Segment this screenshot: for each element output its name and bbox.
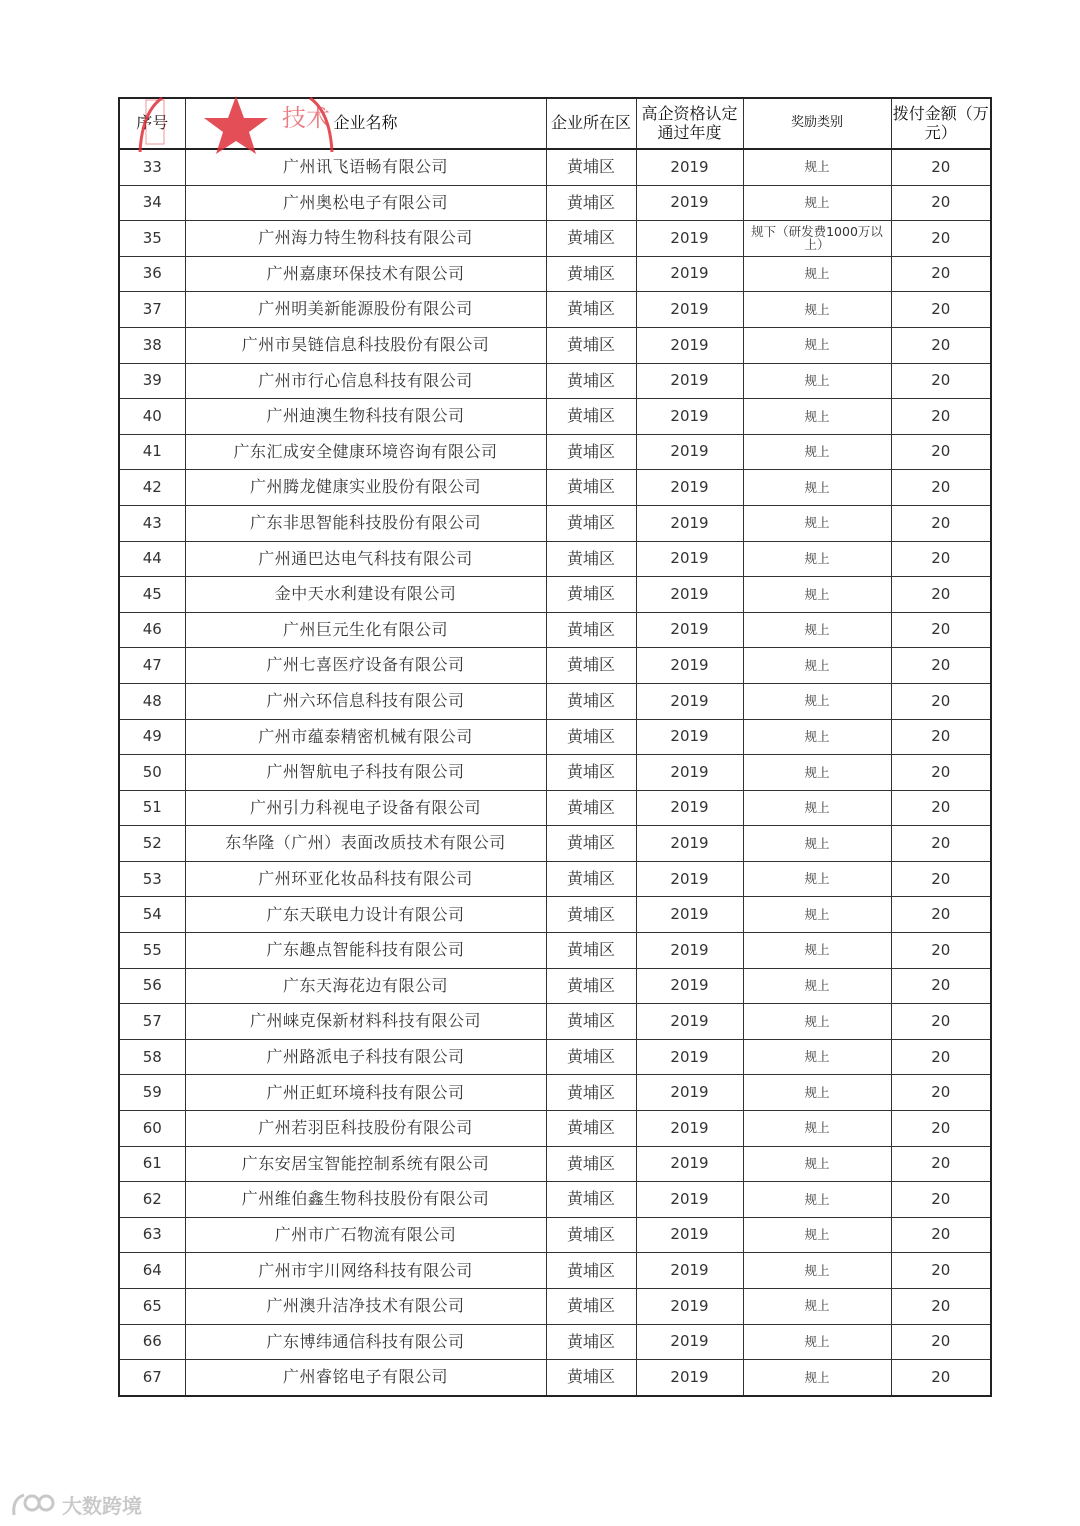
cell-year: 2019 <box>636 1324 743 1360</box>
cell-amount: 20 <box>891 256 991 292</box>
cell-year: 2019 <box>636 719 743 755</box>
cell-award-category: 规上 <box>743 541 891 577</box>
cell-company-name: 广东博纬通信科技有限公司 <box>185 1324 546 1360</box>
cell-amount: 20 <box>891 1004 991 1040</box>
watermark-text: 大数跨境 <box>62 1494 142 1518</box>
cell-company-name: 广东趣点智能科技有限公司 <box>185 933 546 969</box>
table-row <box>119 648 991 684</box>
cell-award-category: 规上 <box>743 434 891 470</box>
cell-seq: 54 <box>119 897 185 933</box>
table-row <box>119 1146 991 1182</box>
cell-district: 黄埔区 <box>546 968 636 1004</box>
cell-seq: 64 <box>119 1253 185 1289</box>
cell-seq: 63 <box>119 1217 185 1253</box>
cell-year: 2019 <box>636 933 743 969</box>
table-row <box>119 755 991 791</box>
cell-award-category: 规上 <box>743 648 891 684</box>
cell-seq: 61 <box>119 1146 185 1182</box>
cell-district: 黄埔区 <box>546 790 636 826</box>
cell-company-name: 广州六环信息科技有限公司 <box>185 683 546 719</box>
cell-district: 黄埔区 <box>546 861 636 897</box>
cell-district: 黄埔区 <box>546 470 636 506</box>
cell-year: 2019 <box>636 1360 743 1396</box>
cell-amount: 20 <box>891 399 991 435</box>
table-row <box>119 826 991 862</box>
cell-amount: 20 <box>891 577 991 613</box>
seal-glyphs: 技术 <box>282 104 330 132</box>
cell-district: 黄埔区 <box>546 1360 636 1396</box>
cell-district: 黄埔区 <box>546 221 636 257</box>
cell-award-category: 规上 <box>743 968 891 1004</box>
cell-company-name: 广东安居宝智能控制系统有限公司 <box>185 1146 546 1182</box>
cell-company-name: 广州奥松电子有限公司 <box>185 185 546 221</box>
cell-year: 2019 <box>636 790 743 826</box>
cell-amount: 20 <box>891 505 991 541</box>
cell-award-category: 规上 <box>743 363 891 399</box>
cell-seq: 56 <box>119 968 185 1004</box>
cell-amount: 20 <box>891 648 991 684</box>
table-row <box>119 612 991 648</box>
cell-seq: 52 <box>119 826 185 862</box>
cell-award-category: 规上 <box>743 826 891 862</box>
cell-seq: 36 <box>119 256 185 292</box>
cell-district: 黄埔区 <box>546 1075 636 1111</box>
cell-year: 2019 <box>636 505 743 541</box>
cell-year: 2019 <box>636 1182 743 1218</box>
cell-seq: 60 <box>119 1111 185 1147</box>
cell-district: 黄埔区 <box>546 577 636 613</box>
cell-year: 2019 <box>636 1004 743 1040</box>
cell-amount: 20 <box>891 1253 991 1289</box>
cell-award-category: 规上 <box>743 1111 891 1147</box>
cell-seq: 53 <box>119 861 185 897</box>
table-row <box>119 541 991 577</box>
cell-seq: 58 <box>119 1039 185 1075</box>
cell-amount: 20 <box>891 790 991 826</box>
cell-amount: 20 <box>891 755 991 791</box>
cell-amount: 20 <box>891 292 991 328</box>
cell-award-category: 规上 <box>743 1039 891 1075</box>
cell-seq: 55 <box>119 933 185 969</box>
table-row <box>119 790 991 826</box>
watermark <box>10 1490 142 1519</box>
cell-amount: 20 <box>891 1360 991 1396</box>
table-row <box>119 292 991 328</box>
table-row <box>119 1075 991 1111</box>
cell-company-name: 广州引力科视电子设备有限公司 <box>185 790 546 826</box>
cell-company-name: 广东天海花边有限公司 <box>185 968 546 1004</box>
table-row <box>119 861 991 897</box>
cell-year: 2019 <box>636 968 743 1004</box>
header-award-category: 奖励类别 <box>743 98 891 149</box>
cell-company-name: 广州睿铭电子有限公司 <box>185 1360 546 1396</box>
cell-district: 黄埔区 <box>546 1289 636 1325</box>
cell-company-name: 广州正虹环境科技有限公司 <box>185 1075 546 1111</box>
cell-year: 2019 <box>636 577 743 613</box>
cell-seq: 41 <box>119 434 185 470</box>
cell-company-name: 广东天联电力设计有限公司 <box>185 897 546 933</box>
table-row <box>119 399 991 435</box>
cell-award-category: 规上 <box>743 933 891 969</box>
cell-award-category: 规上 <box>743 1324 891 1360</box>
cell-year: 2019 <box>636 1289 743 1325</box>
cell-amount: 20 <box>891 149 991 185</box>
cell-district: 黄埔区 <box>546 933 636 969</box>
cell-seq: 66 <box>119 1324 185 1360</box>
cell-amount: 20 <box>891 470 991 506</box>
table-row <box>119 1324 991 1360</box>
cell-seq: 49 <box>119 719 185 755</box>
table-row <box>119 933 991 969</box>
cell-amount: 20 <box>891 363 991 399</box>
cell-award-category: 规上 <box>743 399 891 435</box>
table-row <box>119 1217 991 1253</box>
cell-company-name: 广州明美新能源股份有限公司 <box>185 292 546 328</box>
cell-amount: 20 <box>891 1075 991 1111</box>
cell-award-category: 规上 <box>743 897 891 933</box>
cell-year: 2019 <box>636 470 743 506</box>
cell-seq: 33 <box>119 149 185 185</box>
cell-seq: 38 <box>119 327 185 363</box>
table-row <box>119 1182 991 1218</box>
cell-award-category: 规上 <box>743 683 891 719</box>
cell-company-name: 广东汇成安全健康环境咨询有限公司 <box>185 434 546 470</box>
cell-amount: 20 <box>891 1324 991 1360</box>
cell-amount: 20 <box>891 185 991 221</box>
cell-seq: 67 <box>119 1360 185 1396</box>
cell-company-name: 广州市蕴泰精密机械有限公司 <box>185 719 546 755</box>
cell-amount: 20 <box>891 1111 991 1147</box>
cell-district: 黄埔区 <box>546 755 636 791</box>
cell-company-name: 广州迪澳生物科技有限公司 <box>185 399 546 435</box>
cell-year: 2019 <box>636 683 743 719</box>
header-seq: 序号 <box>119 98 185 149</box>
cell-year: 2019 <box>636 256 743 292</box>
cell-award-category: 规上 <box>743 577 891 613</box>
cell-district: 黄埔区 <box>546 434 636 470</box>
cell-seq: 37 <box>119 292 185 328</box>
cell-amount: 20 <box>891 221 991 257</box>
cell-company-name: 广州崃克保新材料科技有限公司 <box>185 1004 546 1040</box>
cell-award-category: 规上 <box>743 292 891 328</box>
header-company-name: 企业名称 <box>185 98 546 149</box>
cell-seq: 65 <box>119 1289 185 1325</box>
cell-award-category: 规上 <box>743 1075 891 1111</box>
cell-award-category: 规上 <box>743 470 891 506</box>
cell-district: 黄埔区 <box>546 1004 636 1040</box>
cell-year: 2019 <box>636 327 743 363</box>
table-body <box>119 149 991 1396</box>
cell-award-category: 规上 <box>743 256 891 292</box>
cell-year: 2019 <box>636 399 743 435</box>
cell-award-category: 规上 <box>743 861 891 897</box>
cell-amount: 20 <box>891 1182 991 1218</box>
award-table-sheet <box>118 97 990 1397</box>
cell-award-category: 规上 <box>743 1289 891 1325</box>
cell-district: 黄埔区 <box>546 1182 636 1218</box>
cell-year: 2019 <box>636 541 743 577</box>
cell-year: 2019 <box>636 826 743 862</box>
cell-award-category: 规上 <box>743 755 891 791</box>
cell-amount: 20 <box>891 861 991 897</box>
cell-company-name: 广州维伯鑫生物科技股份有限公司 <box>185 1182 546 1218</box>
cell-award-category: 规上 <box>743 1004 891 1040</box>
cell-company-name: 金中天水利建设有限公司 <box>185 577 546 613</box>
cell-award-category: 规上 <box>743 505 891 541</box>
table-row <box>119 1253 991 1289</box>
cell-district: 黄埔区 <box>546 648 636 684</box>
cell-year: 2019 <box>636 292 743 328</box>
table-row <box>119 470 991 506</box>
cell-amount: 20 <box>891 968 991 1004</box>
cell-company-name: 广州海力特生物科技有限公司 <box>185 221 546 257</box>
header-year: 高企资格认定通过年度 <box>636 98 743 149</box>
cell-district: 黄埔区 <box>546 292 636 328</box>
cell-seq: 40 <box>119 399 185 435</box>
cell-year: 2019 <box>636 1075 743 1111</box>
cell-seq: 35 <box>119 221 185 257</box>
cell-amount: 20 <box>891 897 991 933</box>
cell-award-category: 规上 <box>743 149 891 185</box>
cell-district: 黄埔区 <box>546 1253 636 1289</box>
cell-amount: 20 <box>891 327 991 363</box>
cell-amount: 20 <box>891 1289 991 1325</box>
cell-award-category: 规上 <box>743 1253 891 1289</box>
cell-district: 黄埔区 <box>546 1324 636 1360</box>
cell-year: 2019 <box>636 149 743 185</box>
cell-district: 黄埔区 <box>546 1146 636 1182</box>
cell-company-name: 广州市行心信息科技有限公司 <box>185 363 546 399</box>
cell-year: 2019 <box>636 648 743 684</box>
cell-district: 黄埔区 <box>546 1217 636 1253</box>
table-row <box>119 1111 991 1147</box>
cell-district: 黄埔区 <box>546 399 636 435</box>
cell-award-category: 规上 <box>743 185 891 221</box>
cell-year: 2019 <box>636 1146 743 1182</box>
cell-award-category: 规上 <box>743 1146 891 1182</box>
cell-company-name: 广州嘉康环保技术有限公司 <box>185 256 546 292</box>
table-row <box>119 363 991 399</box>
cell-year: 2019 <box>636 434 743 470</box>
watermark-logo-icon <box>10 1491 56 1519</box>
cell-award-category: 规下（研发费1000万以上） <box>743 221 891 257</box>
table-row <box>119 897 991 933</box>
cell-district: 黄埔区 <box>546 1111 636 1147</box>
cell-company-name: 广州通巴达电气科技有限公司 <box>185 541 546 577</box>
cell-award-category: 规上 <box>743 327 891 363</box>
cell-award-category: 规上 <box>743 790 891 826</box>
table-row <box>119 683 991 719</box>
cell-company-name: 广州七喜医疗设备有限公司 <box>185 648 546 684</box>
table-row <box>119 434 991 470</box>
cell-year: 2019 <box>636 363 743 399</box>
header-district: 企业所在区 <box>546 98 636 149</box>
cell-seq: 43 <box>119 505 185 541</box>
cell-amount: 20 <box>891 1146 991 1182</box>
cell-company-name: 广州讯飞语畅有限公司 <box>185 149 546 185</box>
table-row <box>119 577 991 613</box>
table-row <box>119 327 991 363</box>
cell-company-name: 广州澳升洁净技术有限公司 <box>185 1289 546 1325</box>
cell-seq: 34 <box>119 185 185 221</box>
cell-district: 黄埔区 <box>546 149 636 185</box>
cell-company-name: 东华隆（广州）表面改质技术有限公司 <box>185 826 546 862</box>
cell-amount: 20 <box>891 612 991 648</box>
table-row <box>119 185 991 221</box>
cell-seq: 62 <box>119 1182 185 1218</box>
cell-award-category: 规上 <box>743 1217 891 1253</box>
table-row <box>119 149 991 185</box>
table-row <box>119 1289 991 1325</box>
cell-amount: 20 <box>891 933 991 969</box>
cell-district: 黄埔区 <box>546 256 636 292</box>
cell-year: 2019 <box>636 1253 743 1289</box>
cell-year: 2019 <box>636 1111 743 1147</box>
cell-seq: 47 <box>119 648 185 684</box>
cell-year: 2019 <box>636 1217 743 1253</box>
cell-year: 2019 <box>636 185 743 221</box>
cell-district: 黄埔区 <box>546 683 636 719</box>
table-header-row <box>119 98 991 149</box>
cell-amount: 20 <box>891 541 991 577</box>
cell-company-name: 广州腾龙健康实业股份有限公司 <box>185 470 546 506</box>
award-table <box>118 97 992 1397</box>
cell-seq: 46 <box>119 612 185 648</box>
cell-amount: 20 <box>891 1217 991 1253</box>
cell-year: 2019 <box>636 897 743 933</box>
table-row <box>119 1039 991 1075</box>
cell-year: 2019 <box>636 612 743 648</box>
cell-district: 黄埔区 <box>546 826 636 862</box>
cell-company-name: 广东非思智能科技股份有限公司 <box>185 505 546 541</box>
cell-district: 黄埔区 <box>546 1039 636 1075</box>
cell-award-category: 规上 <box>743 1360 891 1396</box>
cell-company-name: 广州路派电子科技有限公司 <box>185 1039 546 1075</box>
cell-amount: 20 <box>891 719 991 755</box>
table-row <box>119 719 991 755</box>
cell-company-name: 广州市宇川网络科技有限公司 <box>185 1253 546 1289</box>
cell-company-name: 广州环亚化妆品科技有限公司 <box>185 861 546 897</box>
table-row <box>119 221 991 257</box>
cell-district: 黄埔区 <box>546 612 636 648</box>
cell-district: 黄埔区 <box>546 505 636 541</box>
cell-year: 2019 <box>636 755 743 791</box>
table-row <box>119 968 991 1004</box>
cell-seq: 50 <box>119 755 185 791</box>
cell-award-category: 规上 <box>743 612 891 648</box>
header-amount: 拨付金额（万元） <box>891 98 991 149</box>
cell-company-name: 广州市昊链信息科技股份有限公司 <box>185 327 546 363</box>
cell-company-name: 广州市广石物流有限公司 <box>185 1217 546 1253</box>
cell-year: 2019 <box>636 221 743 257</box>
cell-amount: 20 <box>891 683 991 719</box>
cell-amount: 20 <box>891 1039 991 1075</box>
cell-district: 黄埔区 <box>546 897 636 933</box>
cell-district: 黄埔区 <box>546 327 636 363</box>
cell-award-category: 规上 <box>743 1182 891 1218</box>
cell-company-name: 广州巨元生化有限公司 <box>185 612 546 648</box>
table-row <box>119 256 991 292</box>
table-row <box>119 505 991 541</box>
cell-year: 2019 <box>636 1039 743 1075</box>
cell-seq: 51 <box>119 790 185 826</box>
cell-company-name: 广州若羽臣科技股份有限公司 <box>185 1111 546 1147</box>
cell-seq: 48 <box>119 683 185 719</box>
cell-amount: 20 <box>891 434 991 470</box>
table-row <box>119 1360 991 1396</box>
cell-seq: 39 <box>119 363 185 399</box>
cell-district: 黄埔区 <box>546 541 636 577</box>
cell-seq: 42 <box>119 470 185 506</box>
cell-company-name: 广州智航电子科技有限公司 <box>185 755 546 791</box>
cell-year: 2019 <box>636 861 743 897</box>
cell-district: 黄埔区 <box>546 363 636 399</box>
table-row <box>119 1004 991 1040</box>
cell-seq: 57 <box>119 1004 185 1040</box>
cell-award-category: 规上 <box>743 719 891 755</box>
cell-seq: 45 <box>119 577 185 613</box>
cell-seq: 44 <box>119 541 185 577</box>
cell-seq: 59 <box>119 1075 185 1111</box>
cell-amount: 20 <box>891 826 991 862</box>
cell-district: 黄埔区 <box>546 185 636 221</box>
cell-district: 黄埔区 <box>546 719 636 755</box>
